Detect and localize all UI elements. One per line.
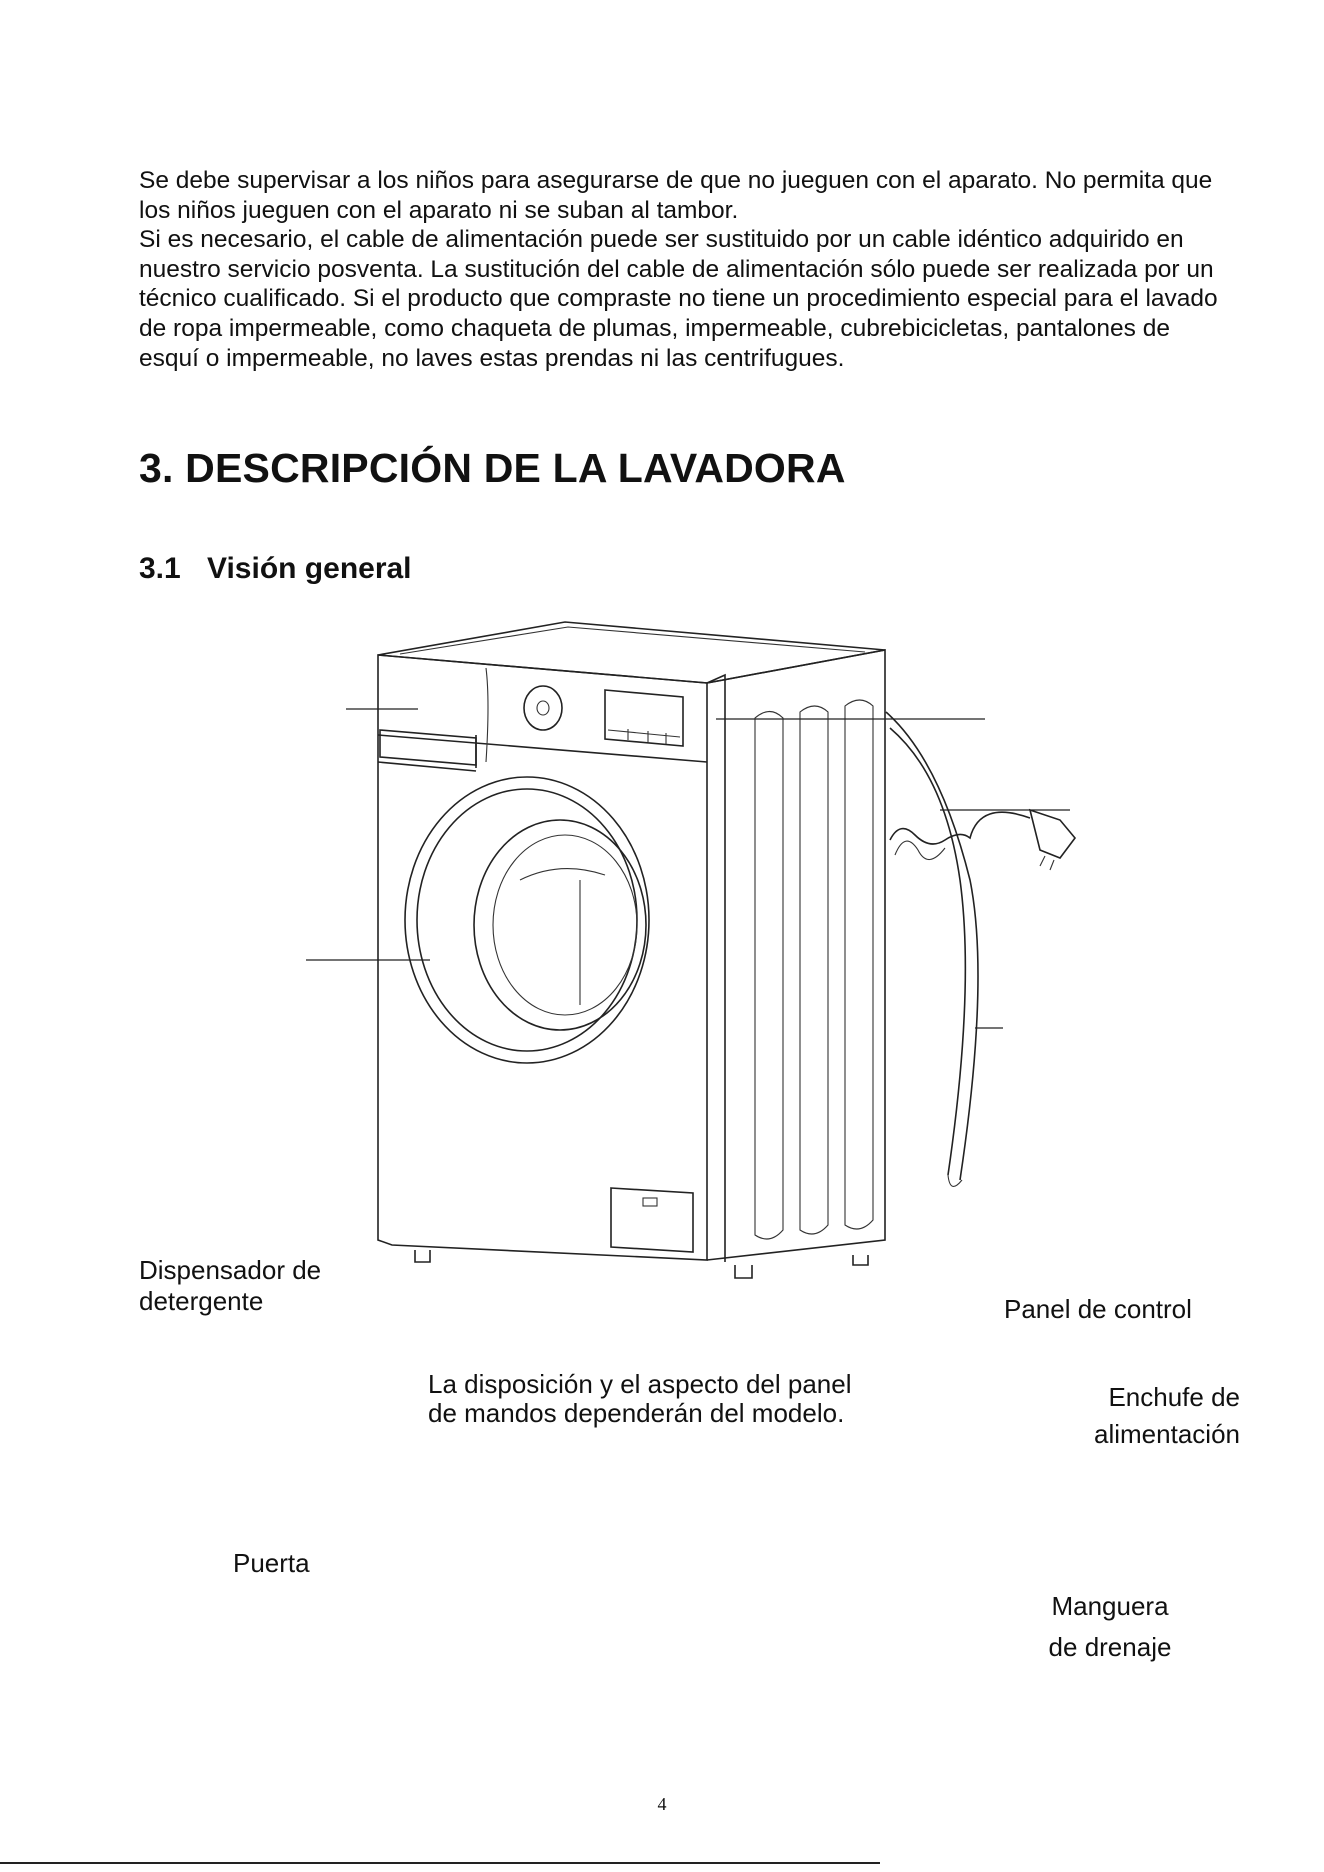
side-rib-2: [800, 706, 828, 1234]
label-plug: [1070, 1382, 1240, 1450]
dispenser-drawer: [380, 730, 476, 765]
label-door: Puerta: [233, 1548, 310, 1578]
intro-paragraphs: [139, 166, 1219, 373]
label-drain-hose: [1040, 1591, 1180, 1663]
caption-line1: La disposición y el aspecto del panel: [428, 1369, 852, 1399]
label-dispenser-line2: detergente: [139, 1286, 264, 1316]
intro-paragraph-2: Si es necesario, el cable de alimentación puede ser sustituido por un cable idéntico adquirido en nuestro servicio posventa. La sustitución del cable de alimentación sólo puede ser realizada por un técnico cualificado. Si el producto que compraste no tiene un procedimiento especial para el lavado de ropa impermeable, como chaqueta de plumas, impermeable, cubrebicicletas, pantalones de esquí o impermeable, no laves estas prendas ni las centrifugues.: [139, 226, 1218, 372]
label-plug-line2: alimentación: [1094, 1419, 1240, 1449]
power-plug: [1030, 810, 1075, 858]
machine-side: [707, 650, 885, 1260]
machine-feet: [415, 1250, 868, 1278]
intro-paragraph-1: Se debe supervisar a los niños para asegurarse de que no jueguen con el aparato. No permita que los niños jueguen con el aparato ni se suban al tambor.: [139, 167, 1213, 224]
subsection-number: 3.1: [139, 552, 181, 585]
label-plug-line1: Enchufe de: [1108, 1382, 1240, 1412]
page-number: 4: [657, 1794, 667, 1814]
figure-caption: [428, 1370, 852, 1428]
side-rib-1: [755, 712, 783, 1240]
label-dispenser: [139, 1255, 321, 1317]
caption-line2: de mandos dependerán del modelo.: [428, 1398, 845, 1428]
label-control-panel: Panel de control: [1004, 1294, 1192, 1324]
footer-rule: [0, 1862, 880, 1864]
washing-machine-drawing: [0, 600, 1324, 1300]
machine-front: [378, 655, 707, 1260]
control-display: [605, 690, 683, 746]
section-title: 3. DESCRIPCIÓN DE LA LAVADORA: [139, 445, 846, 491]
label-dispenser-line1: Dispensador de: [139, 1255, 322, 1285]
machine-top: [378, 622, 885, 683]
label-hose-line2: de drenaje: [1048, 1632, 1172, 1662]
door-outer-ring: [405, 777, 649, 1063]
side-rib-3: [845, 700, 873, 1229]
subsection-title: Visión general: [207, 552, 412, 585]
power-cord: [890, 812, 1030, 844]
subsection-heading: [139, 552, 412, 586]
label-hose-line1: Manguera: [1051, 1591, 1169, 1621]
program-knob: [524, 686, 562, 730]
